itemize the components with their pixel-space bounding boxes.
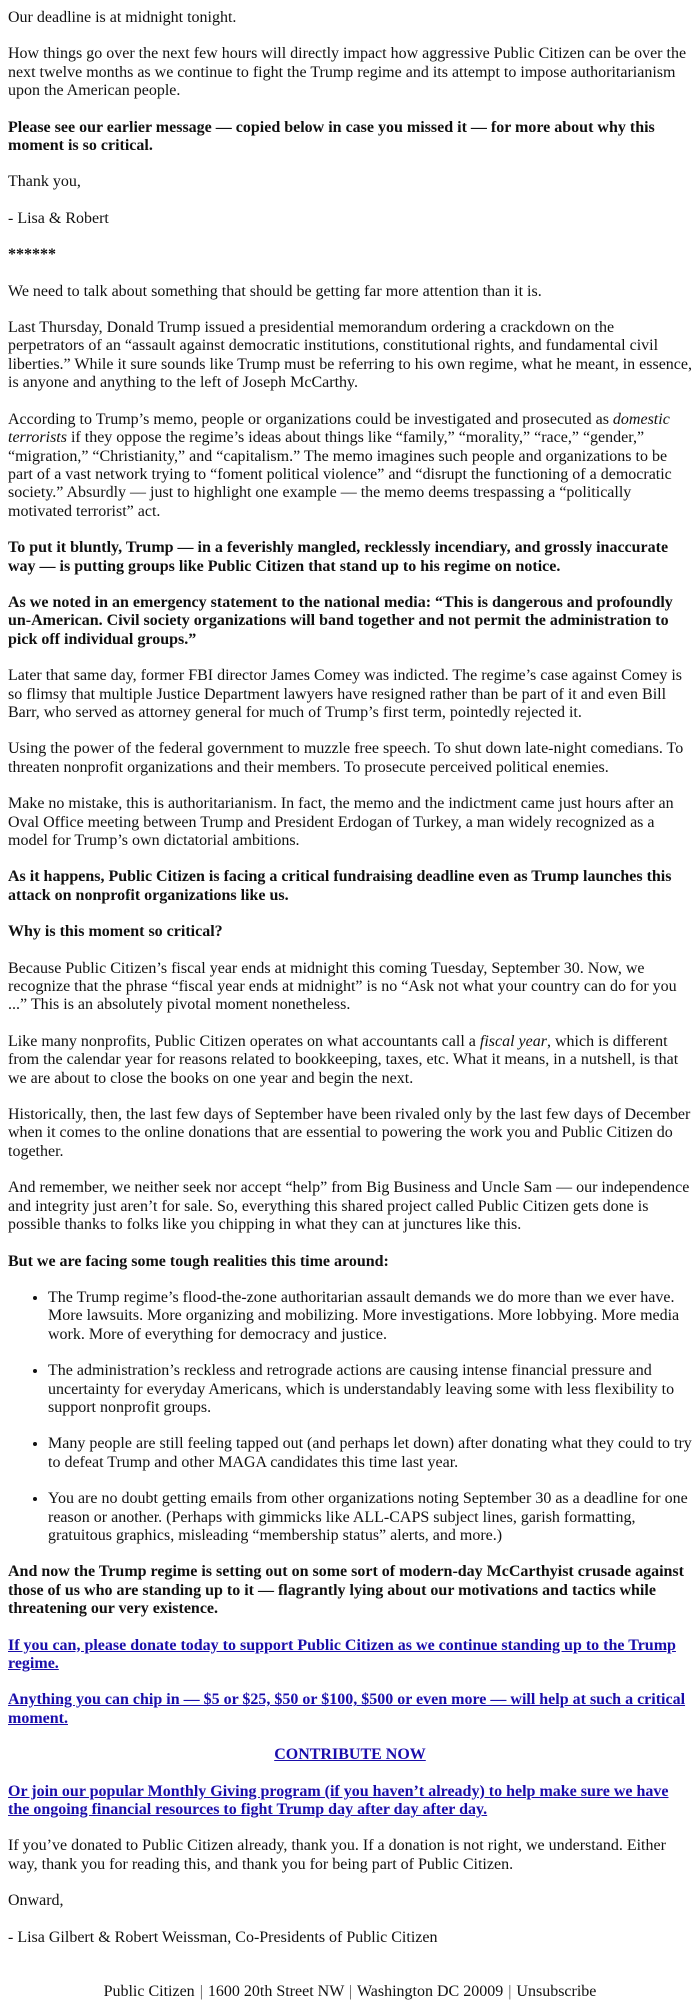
footer-separator: | — [349, 1983, 353, 2001]
chip-in-link[interactable]: Anything you can chip in — $5 or $25, $50 or $100, $500 or even more — will help at such a critical moment. — [8, 1691, 686, 1727]
monthly-giving-link[interactable]: Or join our popular Monthly Giving program (if you haven’t already) to help make sure we have the ongoing financial resources to fight Trump day after day after day. — [8, 1782, 669, 1819]
body-paragraph-authoritarianism: Make no mistake, this is authoritarianism. In fact, the memo and the indictment came just hours after an Oval Office meeting between Trump and President Erdogan of Turkey, a man widely recognized as a model for Trump’s own dictatorial ambitions. — [8, 795, 674, 849]
body-paragraph-attention: We need to talk about something that should be getting far more attention than it is. — [8, 282, 542, 300]
contribute-now-button[interactable]: CONTRIBUTE NOW — [274, 1746, 426, 1764]
chip-in-link-paragraph — [8, 1691, 692, 1728]
fundraising-deadline-paragraph: As it happens, Public Citizen is facing a critical fundraising deadline even as Trump launches this attack on nonprofit organizations like us. — [8, 868, 672, 904]
intro-signoff: - Lisa & Robert — [8, 209, 109, 227]
emergency-statement-quote: As we noted in an emergency statement to the national media: “This is dangerous and profoundly un-American. Civil society organizations will band together and not permit the administration to pick off individual groups.” — [8, 593, 673, 648]
body-paragraph-bluntly: To put it bluntly, Trump — in a feverishly mangled, recklessly incendiary, and grossly inaccurate way — is putting groups like Public Citizen that stand up to his regime on notice. — [8, 539, 669, 575]
fiscal-year-emphasis: fiscal year — [479, 1032, 547, 1050]
see-earlier-message: Please see our earlier message — copied below in case you missed it — for more about why this moment is so critical. — [8, 118, 655, 155]
body-paragraph-fiscal-year-explained: Like many nonprofits, Public Citizen operates on what accountants call a fiscal year, which is different from the calendar year for reasons related to bookkeeping, taxes, etc. What it means, in a nutshell, is that we are about to close the books on one year and begin the next. — [8, 1032, 679, 1087]
footer-address: 1600 20th Street NW — [207, 1983, 345, 2001]
tough-realities-list — [8, 1289, 692, 1545]
contribute-now-row — [8, 1746, 692, 1764]
unsubscribe-link[interactable]: Unsubscribe — [516, 1983, 597, 2001]
footer-city: Washington DC 20009 — [356, 1983, 504, 2001]
body-paragraph-historically: Historically, then, the last few days of September have been rivaled only by the last few days of December when it comes to the online donations that are essential to powering the work you and Public Citizen do together. — [8, 1106, 691, 1160]
list-item: • You are no doubt getting emails from other organizations noting September 30 as a deadline for one reason or another. (Perhaps with gimmicks like ALL-CAPS subject lines, garish formatting, gratuitous graphics, misleading “membership status” alerts, and more.) — [48, 1490, 692, 1545]
list-item: • The administration’s reckless and retrograde actions are causing intense financial pressure and uncertainty for everyday Americans, which is understandably leaving some with less flexibility to support nonprofit groups. — [48, 1362, 692, 1417]
email-footer — [8, 1983, 692, 2011]
body-paragraph-fiscal-year-ends: Because Public Citizen’s fiscal year ends at midnight this coming Tuesday, September 30. Now, we recognize that the phrase “fiscal year ends at midnight” is no “Ask not what your country can do for you ...” This is an absolutely pivotal moment nonetheless. — [8, 959, 677, 1014]
why-critical-heading: Why is this moment so critical? — [8, 923, 223, 941]
closing-onward: Onward, — [8, 1892, 64, 1910]
domestic-terrorists-emphasis: domestic terrorists — [8, 410, 670, 447]
mccarthyist-crusade-paragraph: And now the Trump regime is setting out on some sort of modern-day McCarthyist crusade against those of us who are standing up to it — flagrantly lying about our motivations and tactics while threatening our very existence. — [8, 1563, 684, 1618]
monthly-giving-paragraph — [8, 1783, 692, 1820]
body-paragraph-comey: Later that same day, former FBI director James Comey was indicted. The regime’s case against Comey is so flimsy that multiple Justice Department lawyers have resigned rather than be part of it and even Bill Barr, who served as attorney general for much of Trump’s first term, pointedly rejected it. — [8, 667, 683, 721]
impact-paragraph: How things go over the next few hours will directly impact how aggressive Public Citizen can be over the next twelve months as we continue to fight the Trump regime and its attempt to impose authoritarianism upon the American people. — [8, 45, 687, 100]
list-item: • Many people are still feeling tapped out (and perhaps let down) after donating what they could to try to defeat Trump and other MAGA candidates this time last year. — [48, 1435, 692, 1472]
body-paragraph-independence: And remember, we neither seek nor accept “help” from Big Business and Uncle Sam — our independence and integrity just aren’t for sale. So, everything this shared project called Public Citizen gets done is possible thanks to folks like you chipping in what they can at junctures like this. — [8, 1179, 690, 1234]
donate-link-paragraph — [8, 1637, 692, 1674]
donate-today-link[interactable]: If you can, please donate today to support Public Citizen as we continue standing up to the Trump regime. — [8, 1636, 676, 1672]
tough-realities-heading: But we are facing some tough realities this time around: — [8, 1252, 389, 1270]
body-paragraph-memo-details: According to Trump’s memo, people or organizations could be investigated and prosecuted as domestic terrorists if they oppose the regime’s ideas about things like “family,” “morality,” “race,” “gender,” “migration,” “Christianity,” and “capitalism.” The memo imagines such people and organizations to be part of a vast network trying to “foment political violence” and “disrupt the functioning of a democratic society.” Absurdly — just to highlight one example — the memo deems trespassing a “politically motivated terrorist” act. — [8, 410, 672, 520]
section-divider: ****** — [8, 246, 56, 264]
thank-you-line: Thank you, — [8, 173, 81, 191]
closing-thanks: If you’ve donated to Public Citizen already, thank you. If a donation is not right, we understand. Either way, thank you for reading this, and thank you for being part of Public Citizen. — [8, 1837, 666, 1873]
footer-separator: | — [199, 1983, 203, 2001]
footer-org-name: Public Citizen — [103, 1983, 195, 2001]
footer-separator: | — [508, 1983, 512, 2001]
deadline-notice: Our deadline is at midnight tonight. — [8, 9, 237, 26]
closing-signature: - Lisa Gilbert & Robert Weissman, Co-Presidents of Public Citizen — [8, 1928, 438, 1946]
body-paragraph-federal-power: Using the power of the federal government to muzzle free speech. To shut down late-night comedians. To threaten nonprofit organizations and their members. To prosecute perceived political enemies. — [8, 740, 684, 776]
body-paragraph-memorandum: Last Thursday, Donald Trump issued a presidential memorandum ordering a crackdown on the perpetrators of an “assault against democratic institutions, constitutional rights, and fundamental civil liberties.” While it sure sounds like Trump must be referring to his own regime, what he meant, in essence, is anyone and anything to the left of Joseph McCarthy. — [8, 319, 693, 392]
list-item: • The Trump regime’s flood-the-zone authoritarian assault demands we do more than we ever have. More lawsuits. More organizing and mobilizing. More investigations. More lobbying. More media work. More of everything for democracy and justice. — [48, 1289, 692, 1344]
